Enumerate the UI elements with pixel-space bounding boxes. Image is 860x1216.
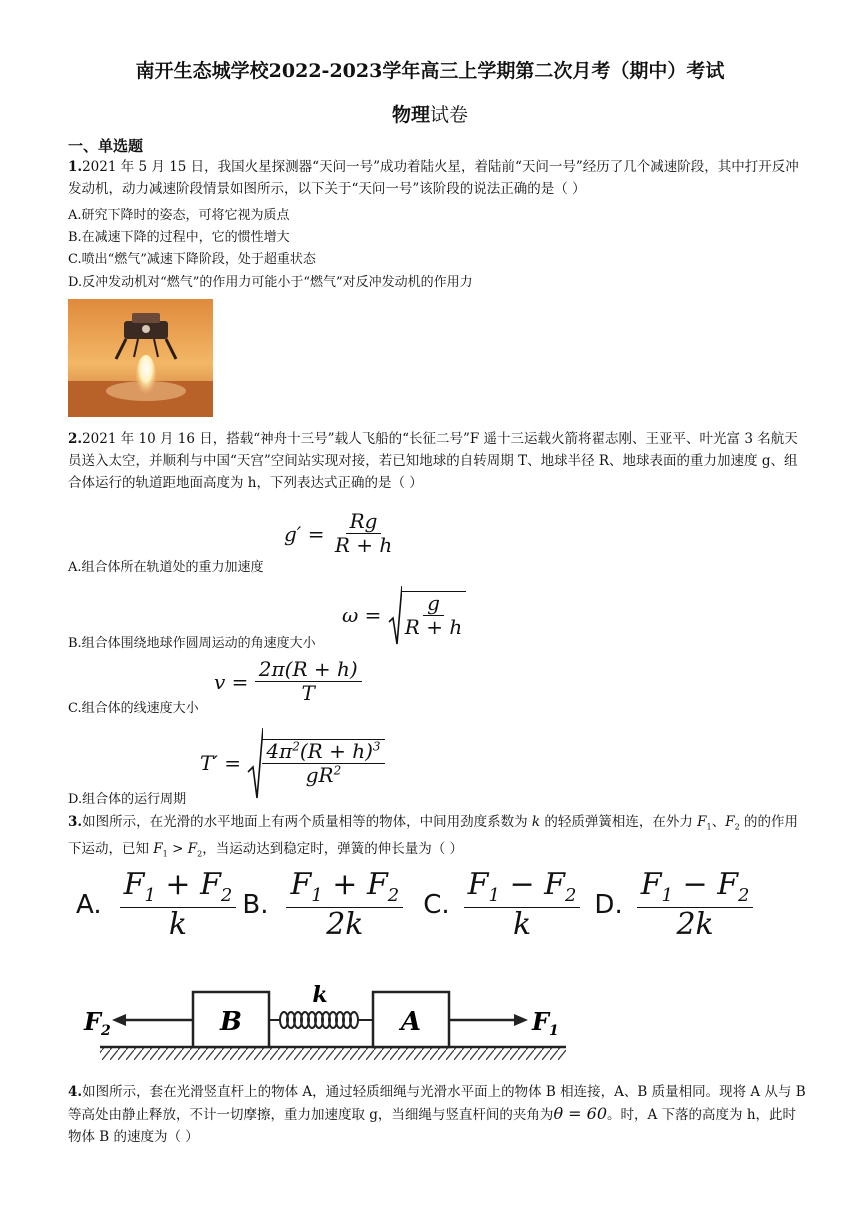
spring-icon: [269, 1012, 373, 1028]
q3-option-c-label: C.: [423, 890, 450, 921]
question-text: 2021 年 5 月 15 日，我国火星探测器“天问一号”成功着陆火星，着陆前“天问一号”经历了几个减速阶段，其中打开反冲发动机，动力减速阶段情景如图所示，以下关于“天问一号”该阶段的说法正确的是（ ）: [68, 159, 799, 197]
question-1: [68, 156, 808, 200]
spring-constant-label: k: [312, 982, 328, 1008]
question-text: 2021 年 10 月 16 日，搭载“神舟十三号”载人飞船的“长征二号”F 遥十三运载火箭将翟志刚、王亚平、叶光富 3 名航天员送入太空，并顺利与中国“天宫”空间站实现对接，若已知地球的自转周期 T、地球半径 R、地球表面的重力加速度 g、组合体运行的轨道距地面高度为 h，下列表达式正确的是（ ）: [68, 431, 798, 491]
sqrt-sign-icon: [247, 726, 263, 800]
question-2: [68, 428, 808, 494]
q3-option-d-label: D.: [594, 890, 623, 921]
q2-option-b: B.组合体围绕地球作圆周运动的角速度大小: [68, 636, 316, 651]
q1-option-b: B.在减速下降的过程中，它的惯性增大: [68, 230, 290, 245]
formula-period: T′ = $\frac{4\pi^2(R + h)^3}{gR^2}$: [200, 726, 385, 800]
q3-option-a-label: A.: [76, 890, 102, 921]
question-number: 2.: [68, 431, 83, 447]
q1-option-d: D.反冲发动机对“燃气”的作用力可能小于“燃气”对反冲发动机的作用力: [68, 275, 473, 290]
question-3: 3.如图所示，在光滑的水平地面上有两个质量相等的物体，中间用劲度系数为 k 的轻质弹簧相连，在外力 $F_1$、$F_2$ 的的作用下运动，已知 $F_1 > F_2$，当运动达到稳定时，弹簧的伸长量为（ ）: [68, 814, 799, 859]
angle-value: θ = 60: [553, 1104, 608, 1123]
force-f1-label: $F_1$: [532, 1007, 559, 1039]
page-subtitle: [0, 100, 860, 127]
force-f1-letter: F: [532, 1007, 550, 1036]
force-f2-letter: F: [84, 1007, 102, 1036]
q3-options: A. $\frac{F_1 + F_2}{k}$ B. $\frac{F_1 + F_2}{2k}$ C. $\frac{F_1 - F_2}{k}$ D. $\frac{F_1 - F_2}{2k}$: [76, 868, 759, 942]
block-a-label: A: [400, 1007, 422, 1037]
question-text-1: 如图所示，在光滑的水平地面上有两个质量相等的物体，中间用劲度系数为: [82, 814, 532, 830]
formula-g-prime: g′ = $\frac{Rg}{R + h}$: [284, 509, 393, 557]
subtitle-bold: 物理: [391, 104, 430, 126]
mars-lander-image: [68, 299, 213, 417]
q2-option-d: D.组合体的运行周期: [68, 792, 187, 807]
q2-option-c: C.组合体的线速度大小: [68, 701, 199, 716]
spring-blocks-figure: [78, 980, 578, 1066]
q1-option-c: C.喷出“燃气”减速下降阶段，处于超重状态: [68, 252, 316, 267]
sqrt-sign-icon: [388, 584, 402, 646]
question-number: 1.: [68, 159, 83, 175]
question-text-3: 的作用下运动，已知: [68, 814, 799, 857]
question-text-4: ，当运动达到稳定时，弹簧的伸长量为（ ）: [202, 840, 464, 857]
var-k: k: [531, 814, 541, 830]
subtitle-rest: 试卷: [430, 104, 469, 126]
formula-omega: ω = $\frac{g}{R + h}$: [342, 584, 466, 646]
q3-option-b-label: B.: [242, 890, 269, 921]
question-text: 如图所示，套在光滑竖直杆上的物体 A，通过轻质细绳与光滑水平面上的物体 B 相连接，A、B 质量相同。现将 A 从与 B 等高处由静止释放，不计一切摩擦，重力加速度取 g，当细绳与竖直杆间的夹角为: [68, 1084, 806, 1123]
block-b-label: B: [220, 1007, 242, 1037]
question-number: 4.: [68, 1084, 83, 1100]
question-number: 3.: [68, 814, 83, 830]
question-4: [68, 1081, 808, 1148]
q1-option-a: A.研究下降时的姿态，可将它视为质点: [68, 208, 290, 223]
q2-option-a: A.组合体所在轨道处的重力加速度: [68, 560, 264, 575]
question-text-2: 。时，A 下落的高度为 h，此时物体 B 的速度为（ ）: [68, 1107, 797, 1145]
section-heading: 一、单选题: [68, 137, 144, 155]
question-text-2: 的轻质弹簧相连，在外力: [540, 814, 698, 830]
formula-velocity: v = $\frac{2\pi(R + h)}{T}$: [214, 658, 362, 705]
page-title: 南开生态城学校2022-2023学年高三上学期第二次月考（期中）考试: [135, 60, 725, 82]
force-f2-label: $F_2$: [84, 1007, 111, 1039]
